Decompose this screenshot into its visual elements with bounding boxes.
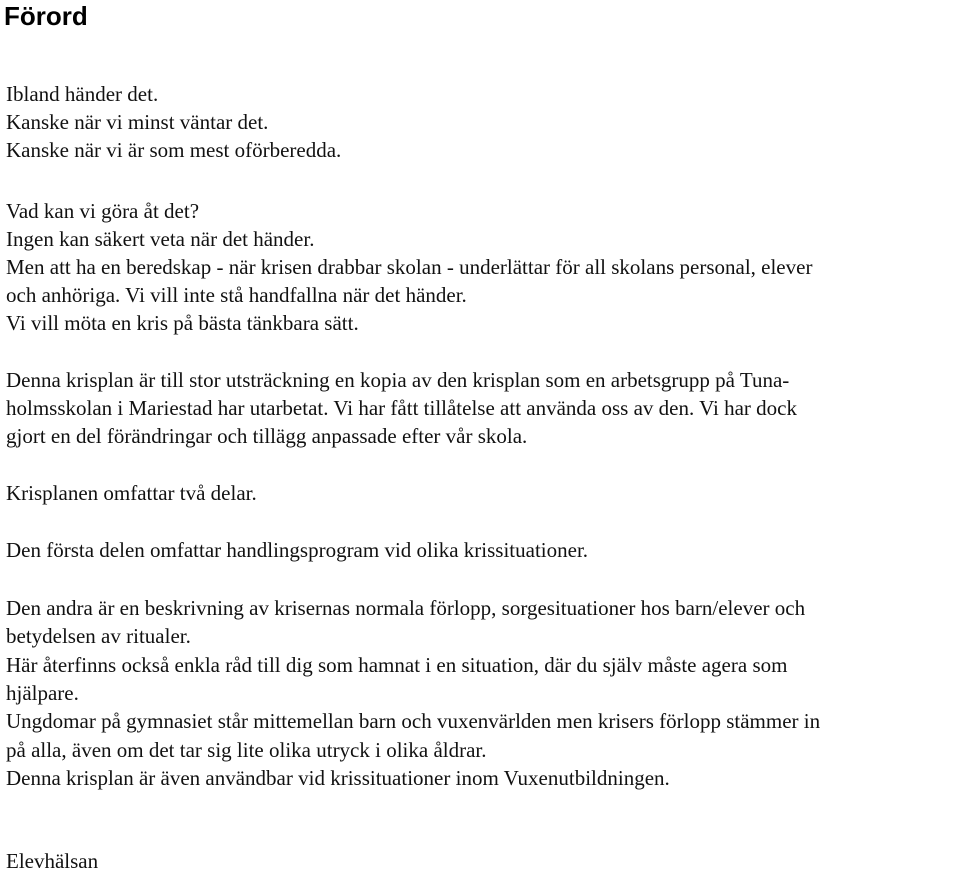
paragraph-line: Den första delen omfattar handlingsprogram vid olika krissituationer. (6, 538, 589, 562)
paragraph-line: Denna krisplan är även användbar vid krissituationer inom Vuxenutbildningen. (6, 766, 670, 790)
paragraph-line: Denna krisplan är till stor utsträckning en kopia av den krisplan som en arbetsgrupp på Tuna- (6, 368, 790, 392)
paragraph-line: Här återfinns också enkla råd till dig som hamnat i en situation, där du själv måste agera som (6, 653, 788, 677)
page-title: Förord (4, 1, 88, 31)
paragraph-line: Vi vill möta en kris på bästa tänkbara sätt. (6, 311, 359, 335)
signature: Elevhälsan (6, 849, 99, 873)
paragraph-line: och anhöriga. Vi vill inte stå handfallna när det händer. (6, 283, 467, 307)
paragraph-line: Ungdomar på gymnasiet står mittemellan barn och vuxenvärlden men krisers förlopp stämmer in (6, 709, 821, 733)
paragraph-line: Men att ha en beredskap - när krisen drabbar skolan - underlättar för all skolans personal, elever (6, 255, 813, 279)
paragraph-line: holmsskolan i Mariestad har utarbetat. Vi har fått tillåtelse att använda oss av den. Vi har dock (6, 396, 797, 420)
paragraph-line: Den andra är en beskrivning av krisernas normala förlopp, sorgesituationer hos barn/elever och (6, 596, 806, 620)
paragraph-line: betydelsen av ritualer. (6, 624, 191, 648)
paragraph-line: Kanske när vi är som mest oförberedda. (6, 138, 342, 162)
paragraph-line: Ibland händer det. (6, 82, 159, 106)
paragraph-line: Ingen kan säkert veta när det händer. (6, 227, 315, 251)
paragraph-line: Krisplanen omfattar två delar. (6, 481, 257, 505)
paragraph-line: på alla, även om det tar sig lite olika utryck i olika åldrar. (6, 738, 487, 762)
paragraph-line: hjälpare. (6, 681, 79, 705)
paragraph-line: Vad kan vi göra åt det? (6, 199, 200, 223)
paragraph-line: gjort en del förändringar och tillägg anpassade efter vår skola. (6, 424, 528, 448)
paragraph-line: Kanske när vi minst väntar det. (6, 110, 269, 134)
